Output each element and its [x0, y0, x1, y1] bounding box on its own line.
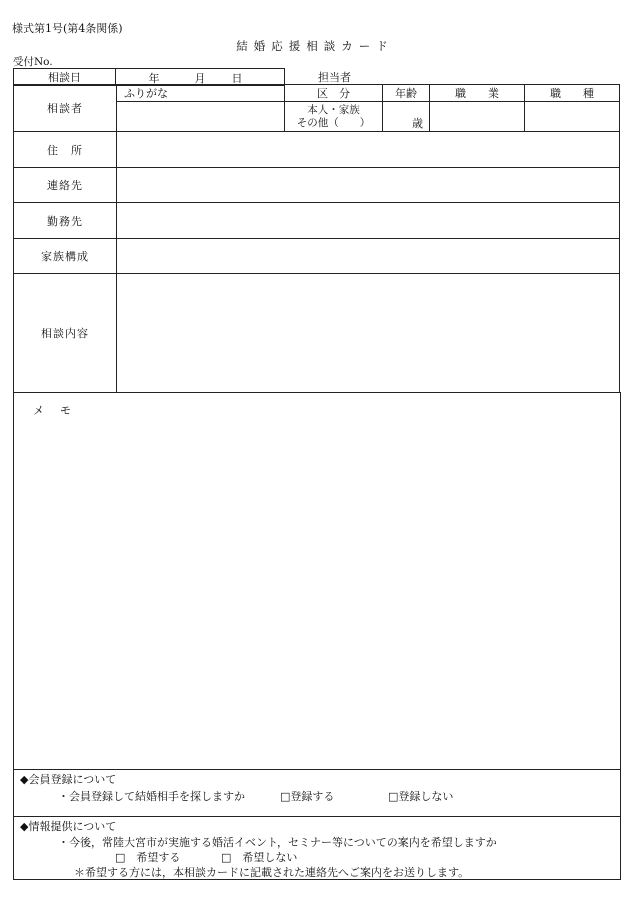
consultee-name-field[interactable]: [117, 102, 285, 132]
family-label: 家族構成: [14, 239, 117, 274]
contact-field[interactable]: [117, 168, 620, 203]
age-unit: 歳: [412, 117, 423, 130]
form-number: 様式第1号(第4条関係): [12, 22, 123, 35]
staff-label: 担当者: [318, 71, 351, 84]
contact-label: 連絡先: [14, 168, 117, 203]
age-field[interactable]: [383, 102, 430, 132]
consultation-date-field[interactable]: [115, 69, 284, 86]
occupation-field[interactable]: [430, 102, 525, 132]
occupation-header: 職 業: [430, 85, 525, 102]
category-option-line2: その他（ ）: [296, 116, 371, 129]
page-title: 結婚応援相談カード: [236, 39, 394, 53]
memo-area[interactable]: [13, 392, 621, 770]
membership-heading: ◆会員登録について: [20, 773, 117, 786]
reception-number-label: 受付No.: [13, 56, 53, 68]
age-header: 年齢: [383, 85, 430, 102]
info-wish-option[interactable]: □ 希望する: [115, 851, 181, 864]
category-options[interactable]: [285, 102, 383, 132]
workplace-label: 勤務先: [14, 203, 117, 239]
consultation-date-label: 相談日: [14, 69, 116, 86]
membership-decline-option[interactable]: □登録しない: [388, 790, 454, 803]
furigana-field[interactable]: [117, 85, 285, 102]
year-label: 年: [148, 71, 160, 85]
family-field[interactable]: [117, 239, 620, 274]
membership-question: ・会員登録して結婚相手を探しますか: [58, 790, 245, 803]
info-section: [13, 816, 621, 880]
day-label: 日: [231, 71, 243, 85]
info-question: ・今後，常陸大宮市が実施する婚活イベント，セミナー等についての案内を希望しますか: [58, 836, 497, 849]
membership-register-option[interactable]: □登録する: [280, 790, 335, 803]
memo-label: メモ: [33, 404, 87, 417]
consultee-label: 相談者: [14, 85, 117, 132]
month-label: 月: [194, 71, 206, 85]
category-header: 区 分: [285, 85, 383, 102]
furigana-label: ふりがな: [124, 87, 168, 100]
address-label: 住 所: [14, 132, 117, 168]
consultation-content-field[interactable]: [117, 274, 620, 393]
info-note: ＊希望する方には，本相談カードに記載された連絡先へご案内をお送りします。: [74, 866, 470, 879]
info-heading: ◆情報提供について: [20, 820, 117, 833]
category-option-line1: 本人・家族: [307, 103, 360, 116]
consultation-content-label: 相談内容: [14, 274, 117, 393]
info-no-wish-option[interactable]: □ 希望しない: [221, 851, 298, 864]
consultation-card-table: [13, 84, 620, 393]
workplace-field[interactable]: [117, 203, 620, 239]
membership-section: [13, 769, 621, 817]
job-type-header: 職 種: [525, 85, 620, 102]
address-field[interactable]: [117, 132, 620, 168]
job-type-field[interactable]: [525, 102, 620, 132]
